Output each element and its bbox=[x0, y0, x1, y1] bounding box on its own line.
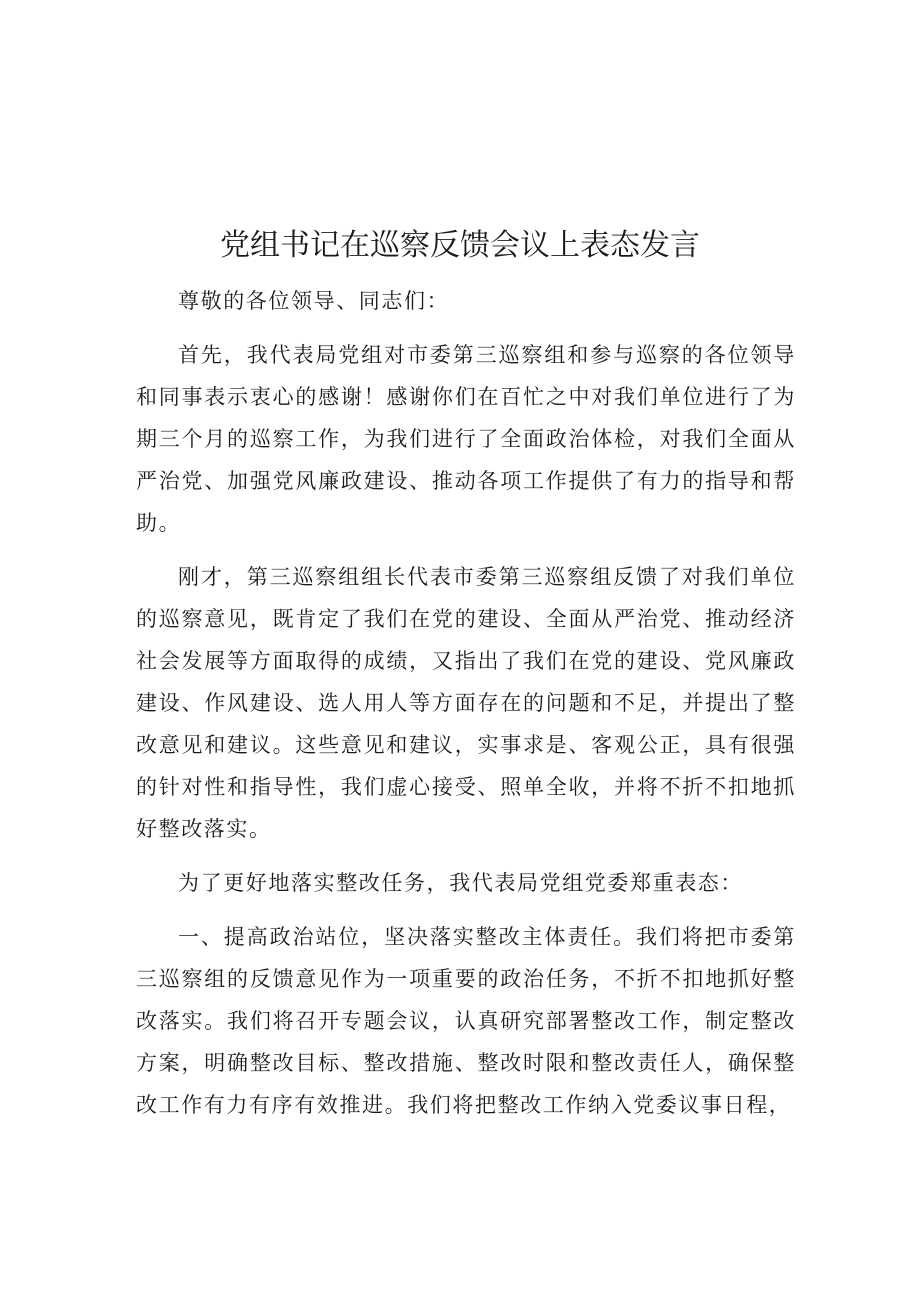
statement-intro-paragraph: 为了更好地落实整改任务，我代表局党组党委郑重表态： bbox=[178, 871, 743, 895]
feedback-paragraph: 刚才，第三巡察组组长代表市委第三巡察组反馈了对我们单位的巡察意见，既肯定了我们在党的建设、全面从严治党、推动经济社会发展等方面取得的成绩，又指出了我们在党的建设、党风廉政建设、作风建设、选人用人等方面存在的问题和不足，并提出了整改意见和建议。这些意见和建议，实事求是、客观公正，具有很强的针对性和指导性，我们虚心接受、照单全收，并将不折不扣地抓好整改落实。 bbox=[136, 565, 796, 841]
document-title: 党组书记在巡察反馈会议上表态发言 bbox=[220, 228, 700, 263]
point-one-paragraph: 一、提高政治站位，坚决落实整改主体责任。我们将把市委第三巡察组的反馈意见作为一项重要的政治任务，不折不扣地抓好整改落实。我们将召开专题会议，认真研究部署整改工作，制定整改方案，明确整改目标、整改措施、整改时限和整改责任人，确保整改工作有力有序有效推进。我们将把整改工作纳入党委议事日程， bbox=[136, 925, 796, 1117]
salutation-paragraph: 尊敬的各位领导、同志们： bbox=[178, 289, 450, 313]
document-body bbox=[136, 280, 796, 1138]
thanks-paragraph: 首先，我代表局党组对市委第三巡察组和参与巡察的各位领导和同事表示衷心的感谢！感谢你们在百忙之中对我们单位进行了为期三个月的巡察工作，为我们进行了全面政治体检，对我们全面从严治党、加强党风廉政建设、推动各项工作提供了有力的指导和帮助。 bbox=[136, 343, 796, 535]
